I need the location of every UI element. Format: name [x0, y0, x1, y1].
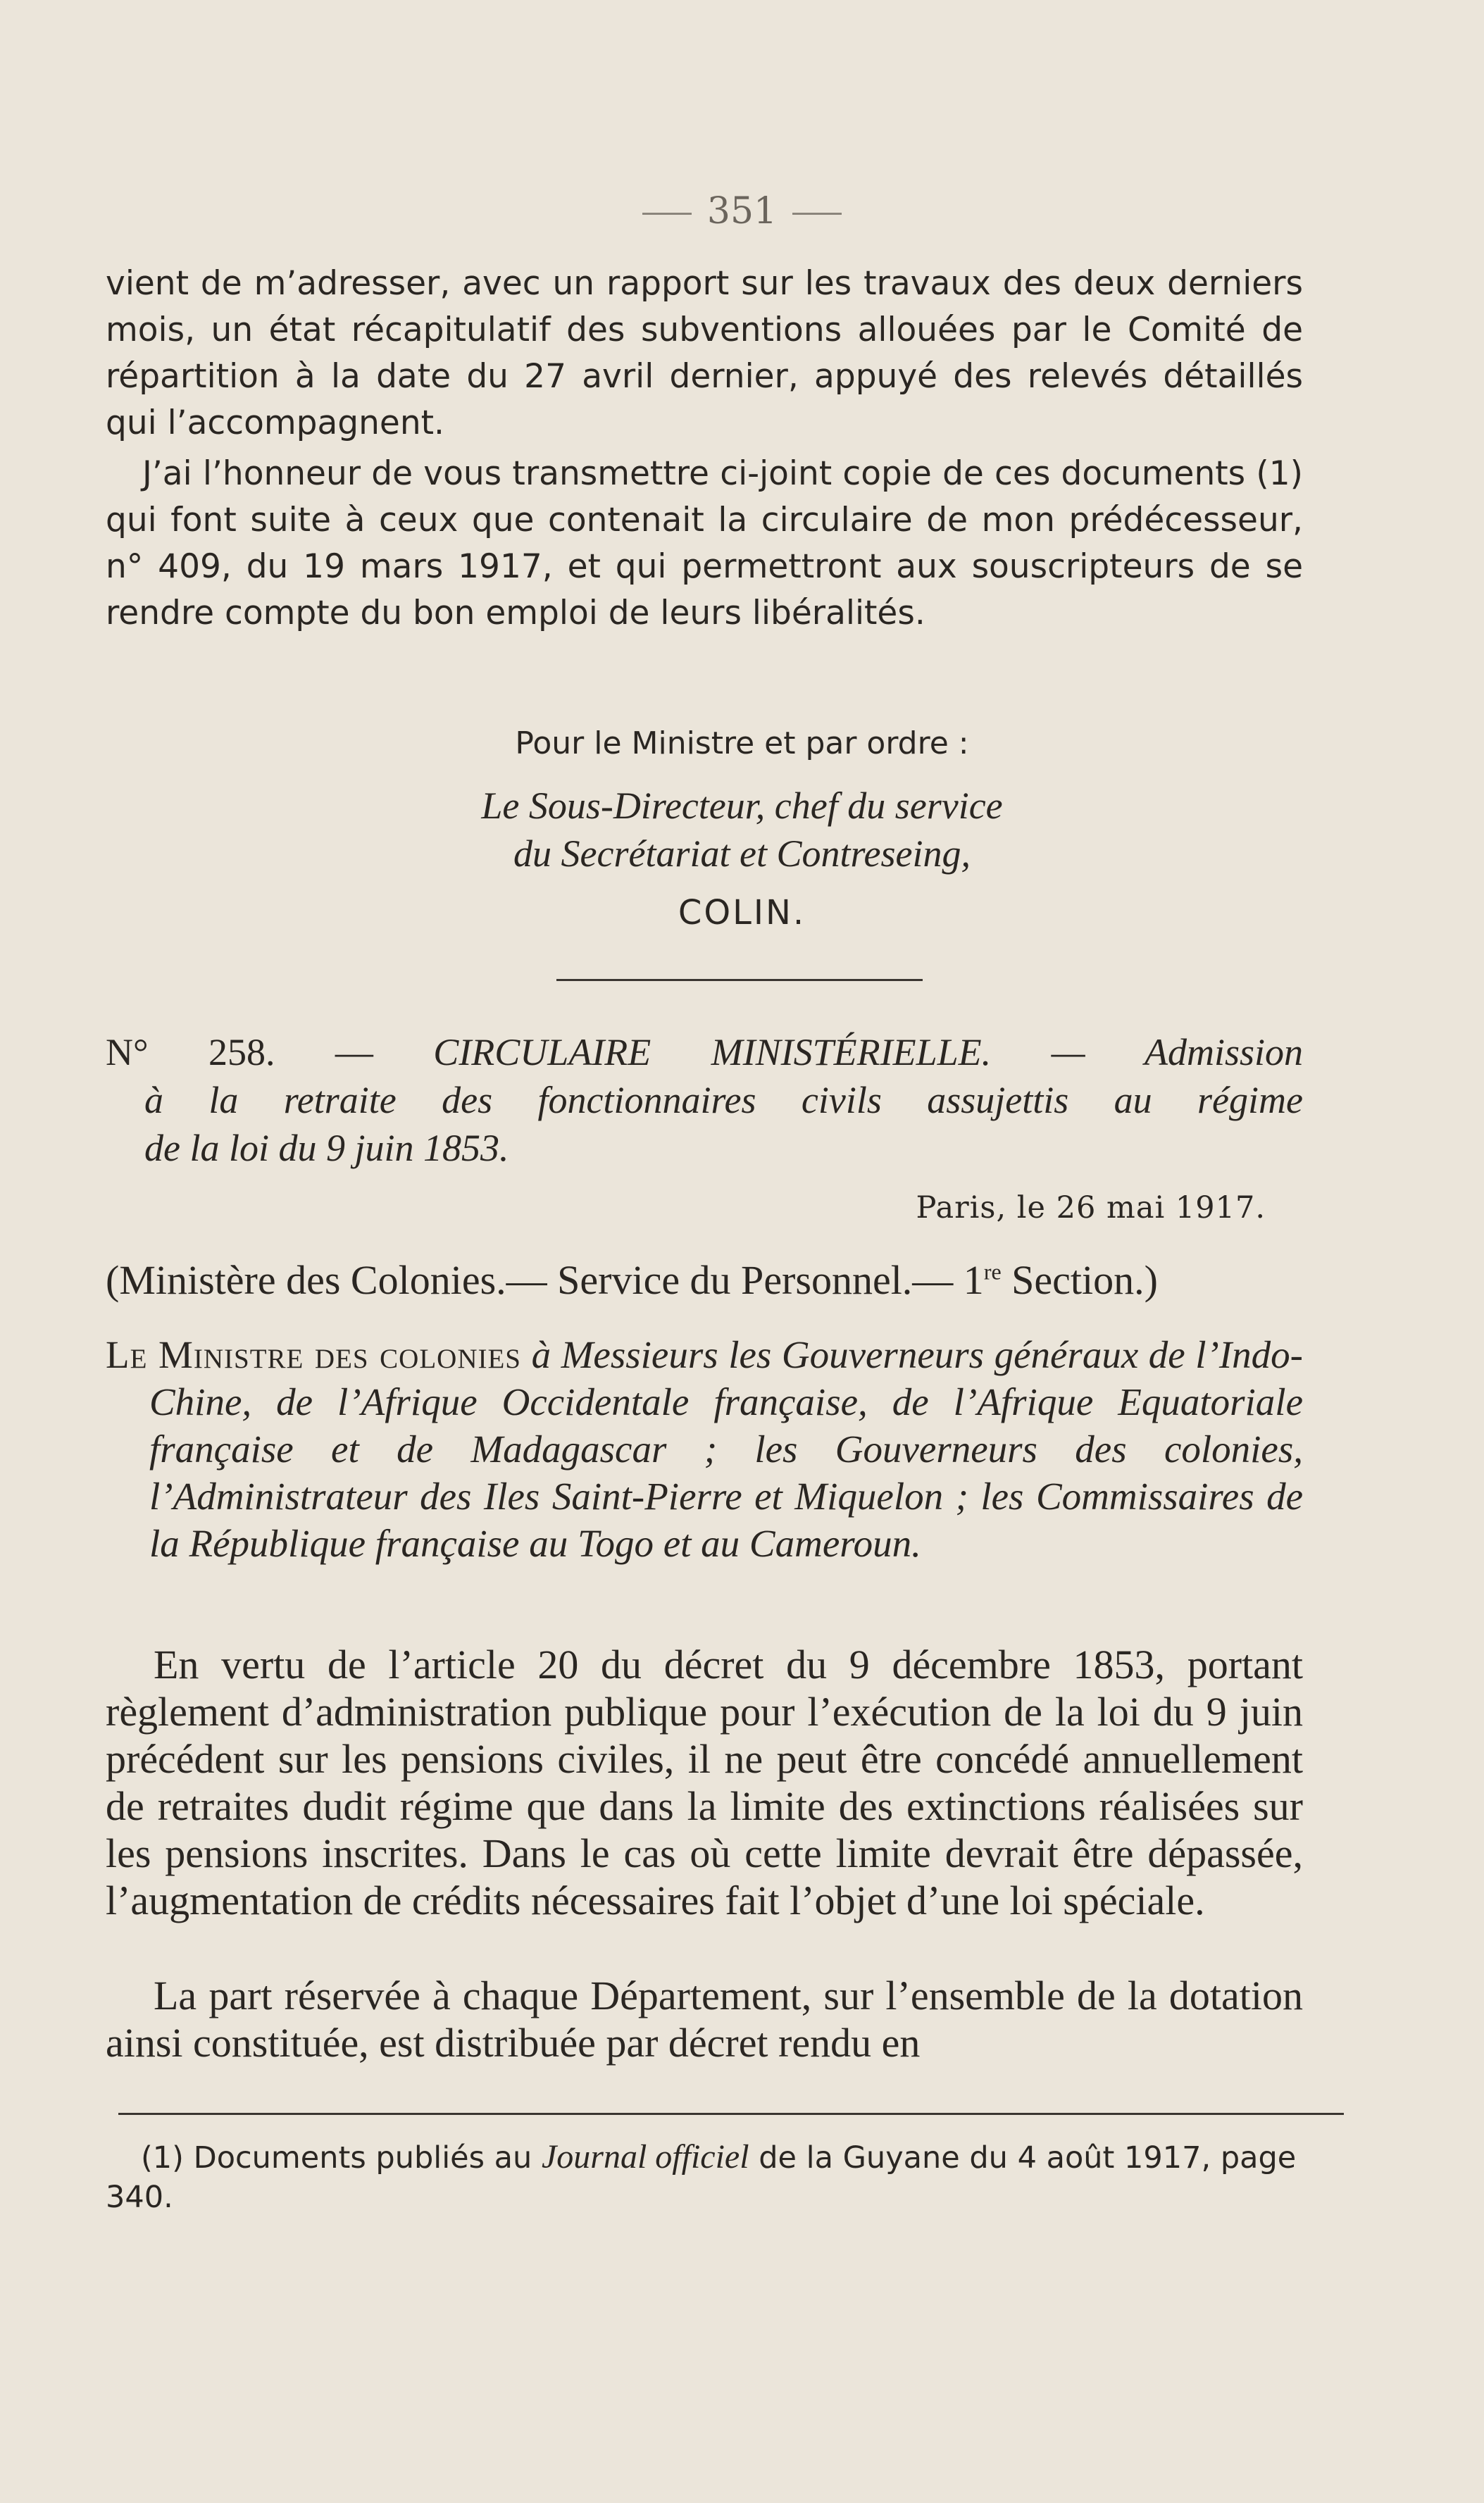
ministry-line-text: (Ministère des Colonies.— Service du Personnel.— 1 — [106, 1257, 984, 1303]
signature-title — [0, 782, 1484, 878]
page-number-dash-right — [792, 213, 842, 215]
page-number-text: 351 — [706, 190, 778, 232]
paragraph-2: J’ai l’honneur de vous transmettre ci-joint copie de ces documents (1) qui font suite à ceux que contenait la circulaire de mon prédécesseur, n° 409, du 19 mars 1917, et qui permettront aux souscripteurs de se rendre compte du bon emploi de leurs libéralités. — [106, 454, 1303, 632]
ministry-line-end: Section.) — [1001, 1257, 1158, 1303]
signature-order: Pour le Ministre et par ordre : — [515, 725, 969, 761]
body-paragraph-1: En vertu de l’article 20 du décret du 9 décembre 1853, portant règlement d’administration publique pour l’exécution de la loi du 9 juin précédent sur les pensions civiles, il ne peut être concédé annuellement de retraites dudit régime que dans la limite des extinctions réalisées sur les pensions inscrites. Dans le cas où cette limite devrait être dépassée, l’augmentation de crédits nécessaires fait l’objet d’une loi spéciale. — [106, 1642, 1303, 1923]
ministry-line — [106, 1256, 1303, 1304]
signature-name: COLIN. — [678, 893, 806, 932]
footnote-lead: (1) Documents publiés au — [141, 2140, 542, 2176]
circular-subject-lead: — Admission — [1051, 1031, 1304, 1073]
signature-title-line-2: du Secrétariat et Contreseing, — [513, 832, 971, 875]
circular-subject-line-3: de la loi du 9 juin 1853. — [144, 1127, 509, 1169]
circular-heading — [106, 1028, 1303, 1172]
circular-number: N° 258. — — [106, 1031, 373, 1073]
sender: Le Ministre des colonies — [106, 1333, 521, 1376]
address-text — [106, 1331, 1303, 1567]
circular-date: Paris, le 26 mai 1917. — [916, 1190, 1266, 1225]
circular-heading-line-1 — [106, 1028, 1303, 1076]
ministry-line-superscript: re — [983, 1259, 1002, 1285]
footnote-rule — [118, 2113, 1344, 2115]
addressees: à Messieurs les Gouverneurs généraux de l’Indo-Chine, de l’Afrique Occidentale française, de l’Afrique Equatoriale française et de Madagascar ; les Gouverneurs des colonies, l’Administrateur des Iles Saint-Pierre et Miquelon ; les Commissaires de la République française au Togo et au Cameroun. — [149, 1333, 1303, 1565]
circular-title: CIRCULAIRE MINISTÉRIELLE. — [433, 1031, 992, 1073]
footnote — [106, 2137, 1303, 2217]
body-paragraph-2: La part réservée à chaque Département, sur l’ensemble de la dotation ainsi constituée, est distribuée par décret rendu en — [106, 1973, 1303, 2066]
page-number-dash-left — [642, 213, 692, 215]
page-number — [0, 190, 1484, 232]
paragraph-1: vient de m’adresser, avec un rapport sur les travaux des deux derniers mois, un état récapitulatif des subventions allouées par le Comité de répartition à la date du 27 avril dernier, appuyé des relevés détaillés qui l’accompagnent. — [106, 264, 1303, 442]
circular-subject-line-2: à la retraite des fonctionnaires civils assujettis au régime — [144, 1079, 1303, 1121]
footnote-journal: Journal officiel — [541, 2138, 749, 2176]
address-block — [106, 1331, 1303, 1567]
footnote-tail: de la Guyane du 4 août 1917, page 340. — [106, 2140, 1297, 2215]
section-divider — [556, 979, 923, 981]
signature-title-line-1: Le Sous-Directeur, chef du service — [481, 785, 1003, 827]
